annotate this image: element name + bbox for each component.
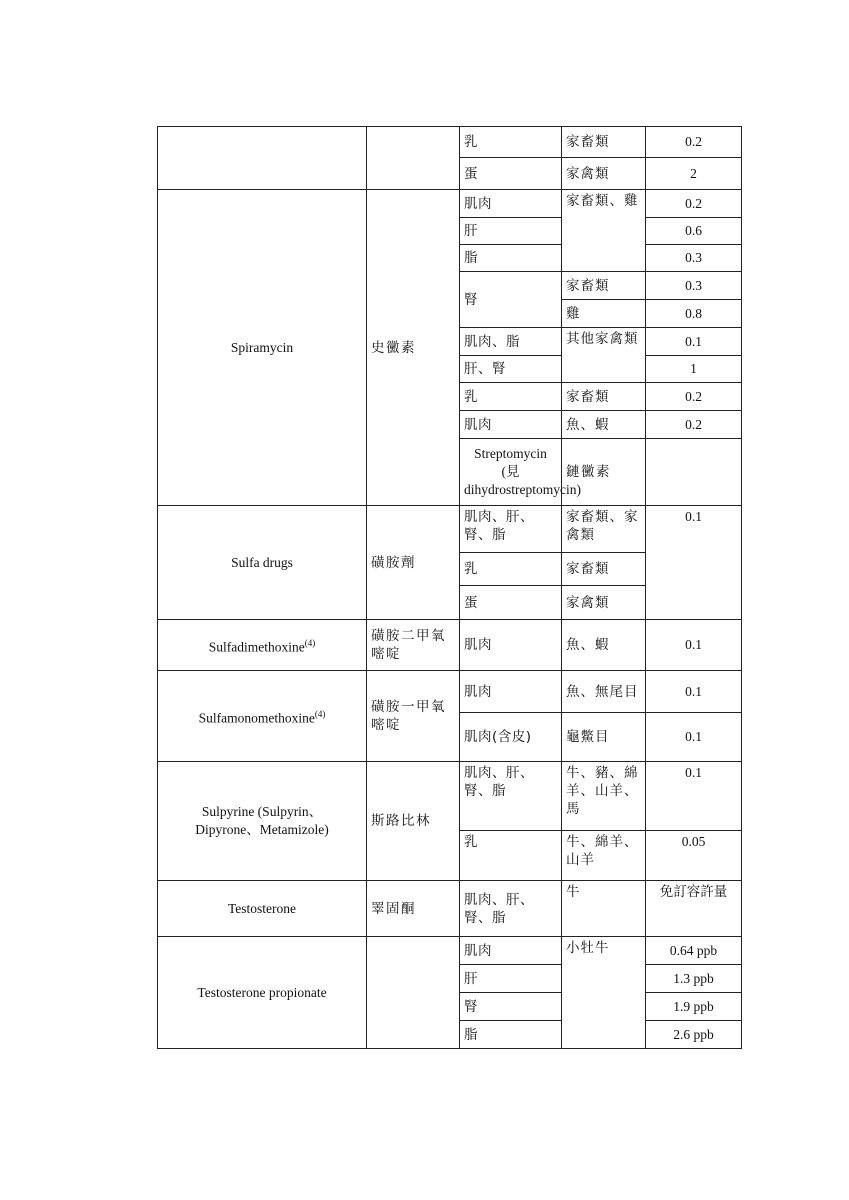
table-row — [158, 620, 742, 671]
species-cell: 家畜類 — [562, 127, 646, 158]
drug-zh-cell: 磺胺二甲氧嘧啶 — [367, 620, 460, 671]
species-cell: 牛、豬、綿羊、山羊、馬 — [562, 762, 646, 831]
mrl-table — [157, 126, 742, 1049]
drug-name-cell: Testosterone — [158, 881, 367, 937]
value-cell: 0.1 — [646, 506, 742, 620]
species-cell: 家畜類 — [562, 272, 646, 300]
part-cell: 肌肉 — [460, 671, 562, 713]
table-row — [158, 881, 742, 937]
value-cell: 0.3 — [646, 245, 742, 272]
species-cell: 魚、蝦 — [562, 620, 646, 671]
part-cell: 乳 — [460, 383, 562, 411]
drug-zh-cell — [367, 937, 460, 1049]
drug-name-cell: Spiramycin — [158, 190, 367, 506]
value-cell: 0.1 — [646, 762, 742, 831]
part-cell: 肌肉 — [460, 620, 562, 671]
part-cell: 乳 — [460, 831, 562, 881]
part-cell: 脂 — [460, 245, 562, 272]
species-cell: 小牡牛 — [562, 937, 646, 1049]
value-cell: 0.8 — [646, 300, 742, 328]
part-cell: 腎 — [460, 272, 562, 328]
part-cell: 肌肉 — [460, 411, 562, 439]
species-cell: 牛 — [562, 881, 646, 937]
species-cell: 雞 — [562, 300, 646, 328]
species-cell: 家畜類 — [562, 383, 646, 411]
value-cell: 2.6 ppb — [646, 1021, 742, 1049]
drug-name-cell — [158, 762, 367, 881]
value-cell: 0.1 — [646, 328, 742, 356]
drug-zh-cell: 史黴素 — [367, 190, 460, 506]
drug-name-cell — [158, 671, 367, 762]
part-cell: 肌肉 — [460, 937, 562, 965]
value-cell: 1 — [646, 356, 742, 383]
species-cell: 牛、綿羊、山羊 — [562, 831, 646, 881]
drug-name-cell: Testosterone propionate — [158, 937, 367, 1049]
species-cell: 家畜類、雞 — [562, 190, 646, 272]
species-cell: 龜鱉目 — [562, 713, 646, 762]
value-cell: 免訂容許量 — [646, 881, 742, 937]
footnote-ref: (4) — [304, 637, 316, 648]
table-row — [158, 671, 742, 713]
drug-zh-cell: 睪固酮 — [367, 881, 460, 937]
value-cell: 0.2 — [646, 411, 742, 439]
value-cell: 0.3 — [646, 272, 742, 300]
drug-name-line: Streptomycin — [474, 446, 547, 461]
part-cell — [646, 439, 742, 506]
value-cell: 0.1 — [646, 713, 742, 762]
table-row — [158, 190, 742, 218]
species-cell: 家禽類 — [562, 158, 646, 190]
drug-zh-cell — [367, 127, 460, 190]
part-cell: 肌肉、肝、腎、脂 — [460, 506, 562, 553]
value-cell: 0.2 — [646, 383, 742, 411]
value-cell: 0.64 ppb — [646, 937, 742, 965]
species-cell: 魚、無尾目 — [562, 671, 646, 713]
value-cell: 0.2 — [646, 190, 742, 218]
drug-name-cell — [158, 127, 367, 190]
part-cell: 蛋 — [460, 586, 562, 620]
value-cell: 0.6 — [646, 218, 742, 245]
value-cell: 0.05 — [646, 831, 742, 881]
part-cell: 肝、腎 — [460, 356, 562, 383]
species-cell: 其他家禽類 — [562, 328, 646, 383]
part-cell: 肌肉、肝、腎、脂 — [460, 881, 562, 937]
part-cell: 肌肉(含皮) — [460, 713, 562, 762]
drug-name-cell — [158, 620, 367, 671]
drug-name-line: Sulpyrine (Sulpyrin、 — [201, 804, 323, 819]
species-cell: 家畜類 — [562, 553, 646, 586]
value-cell: 0.1 — [646, 620, 742, 671]
drug-name: Sulfamonomethoxine — [198, 710, 315, 726]
drug-name: Sulfadimethoxine — [208, 639, 305, 655]
drug-zh-cell: 斯路比林 — [367, 762, 460, 881]
species-cell: 家禽類 — [562, 586, 646, 620]
drug-name-cell: Sulfa drugs — [158, 506, 367, 620]
part-cell: 蛋 — [460, 158, 562, 190]
species-cell: 魚、蝦 — [562, 411, 646, 439]
drug-zh-cell: 鏈黴素 — [562, 439, 646, 506]
part-cell: 乳 — [460, 553, 562, 586]
drug-name-line: Dipyrone、Metamizole) — [195, 822, 329, 837]
part-cell: 肌肉、脂 — [460, 328, 562, 356]
part-cell: 乳 — [460, 127, 562, 158]
part-cell: 肝 — [460, 965, 562, 993]
value-cell: 1.9 ppb — [646, 993, 742, 1021]
drug-name-line: (見dihydrostreptomycin) — [464, 464, 581, 497]
value-cell: 0.2 — [646, 127, 742, 158]
value-cell: 1.3 ppb — [646, 965, 742, 993]
drug-name-cell — [460, 439, 581, 506]
part-cell: 腎 — [460, 993, 562, 1021]
part-cell: 肌肉、肝、腎、脂 — [460, 762, 562, 831]
footnote-ref: (4) — [314, 708, 326, 719]
drug-zh-cell: 磺胺一甲氧嘧啶 — [367, 671, 460, 762]
table-row — [158, 506, 742, 553]
part-cell: 脂 — [460, 1021, 562, 1049]
species-cell: 家畜類、家禽類 — [562, 506, 646, 553]
drug-zh-cell: 磺胺劑 — [367, 506, 460, 620]
value-cell: 0.1 — [646, 671, 742, 713]
table-row — [158, 127, 742, 158]
table-row — [158, 762, 742, 831]
part-cell: 肌肉 — [460, 190, 562, 218]
value-cell: 2 — [646, 158, 742, 190]
table-row — [158, 937, 742, 965]
part-cell: 肝 — [460, 218, 562, 245]
